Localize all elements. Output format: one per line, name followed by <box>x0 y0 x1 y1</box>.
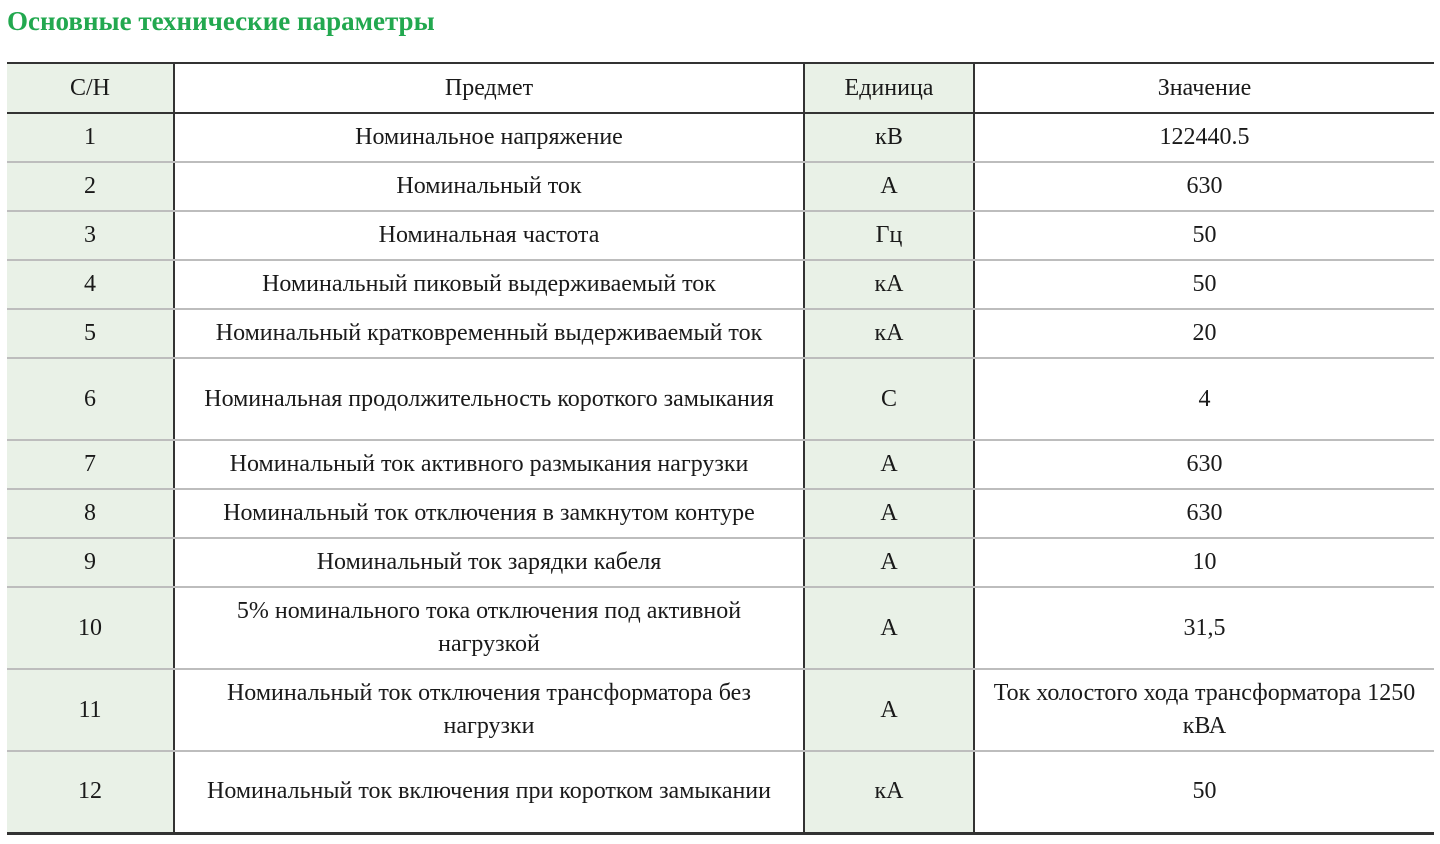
cell-unit: А <box>804 538 974 587</box>
cell-unit: А <box>804 669 974 751</box>
cell-sn: 6 <box>7 358 174 440</box>
cell-value: 10 <box>974 538 1434 587</box>
cell-unit: А <box>804 440 974 489</box>
table-row <box>7 260 1434 309</box>
cell-unit: кА <box>804 260 974 309</box>
header-item: Предмет <box>174 63 804 113</box>
table-row <box>7 669 1434 751</box>
cell-value: 31,5 <box>974 587 1434 669</box>
table-row <box>7 358 1434 440</box>
header-unit: Единица <box>804 63 974 113</box>
cell-sn: 7 <box>7 440 174 489</box>
cell-value: 630 <box>974 440 1434 489</box>
cell-item: Номинальное напряжение <box>174 113 804 162</box>
cell-value: 50 <box>974 211 1434 260</box>
table-row <box>7 538 1434 587</box>
cell-sn: 4 <box>7 260 174 309</box>
cell-unit: Гц <box>804 211 974 260</box>
cell-item: Номинальный ток отключения трансформатора без нагрузки <box>174 669 804 751</box>
header-sn: С/Н <box>7 63 174 113</box>
table-row <box>7 489 1434 538</box>
cell-item: Номинальный ток активного размыкания нагрузки <box>174 440 804 489</box>
cell-unit: кА <box>804 751 974 833</box>
cell-value: 50 <box>974 260 1434 309</box>
cell-value: 50 <box>974 751 1434 833</box>
table-header-row <box>7 63 1434 113</box>
page-title: Основные технические параметры <box>7 6 435 36</box>
cell-value: 4 <box>974 358 1434 440</box>
cell-unit: кА <box>804 309 974 358</box>
cell-sn: 3 <box>7 211 174 260</box>
cell-sn: 1 <box>7 113 174 162</box>
cell-item: Номинальный ток <box>174 162 804 211</box>
cell-item: Номинальная частота <box>174 211 804 260</box>
table-row <box>7 211 1434 260</box>
cell-unit: А <box>804 162 974 211</box>
table-row <box>7 113 1434 162</box>
table-row <box>7 309 1434 358</box>
table-row <box>7 587 1434 669</box>
cell-sn: 9 <box>7 538 174 587</box>
cell-sn: 11 <box>7 669 174 751</box>
parameters-table <box>7 62 1434 835</box>
cell-item: Номинальный ток зарядки кабеля <box>174 538 804 587</box>
cell-sn: 8 <box>7 489 174 538</box>
cell-item: Номинальный пиковый выдерживаемый ток <box>174 260 804 309</box>
cell-sn: 2 <box>7 162 174 211</box>
table-row <box>7 751 1434 833</box>
cell-item: Номинальная продолжительность короткого замыкания <box>174 358 804 440</box>
table-row <box>7 440 1434 489</box>
cell-unit: А <box>804 587 974 669</box>
cell-item: 5% номинального тока отключения под активной нагрузкой <box>174 587 804 669</box>
cell-value: Ток холостого хода трансформатора 1250 кВА <box>974 669 1434 751</box>
table-row <box>7 162 1434 211</box>
cell-sn: 12 <box>7 751 174 833</box>
cell-sn: 10 <box>7 587 174 669</box>
cell-unit: кВ <box>804 113 974 162</box>
cell-value: 122440.5 <box>974 113 1434 162</box>
cell-value: 630 <box>974 162 1434 211</box>
cell-item: Номинальный ток отключения в замкнутом контуре <box>174 489 804 538</box>
cell-item: Номинальный кратковременный выдерживаемый ток <box>174 309 804 358</box>
cell-unit: А <box>804 489 974 538</box>
cell-sn: 5 <box>7 309 174 358</box>
cell-value: 630 <box>974 489 1434 538</box>
cell-unit: С <box>804 358 974 440</box>
header-value: Значение <box>974 63 1434 113</box>
cell-item: Номинальный ток включения при коротком замыкании <box>174 751 804 833</box>
cell-value: 20 <box>974 309 1434 358</box>
